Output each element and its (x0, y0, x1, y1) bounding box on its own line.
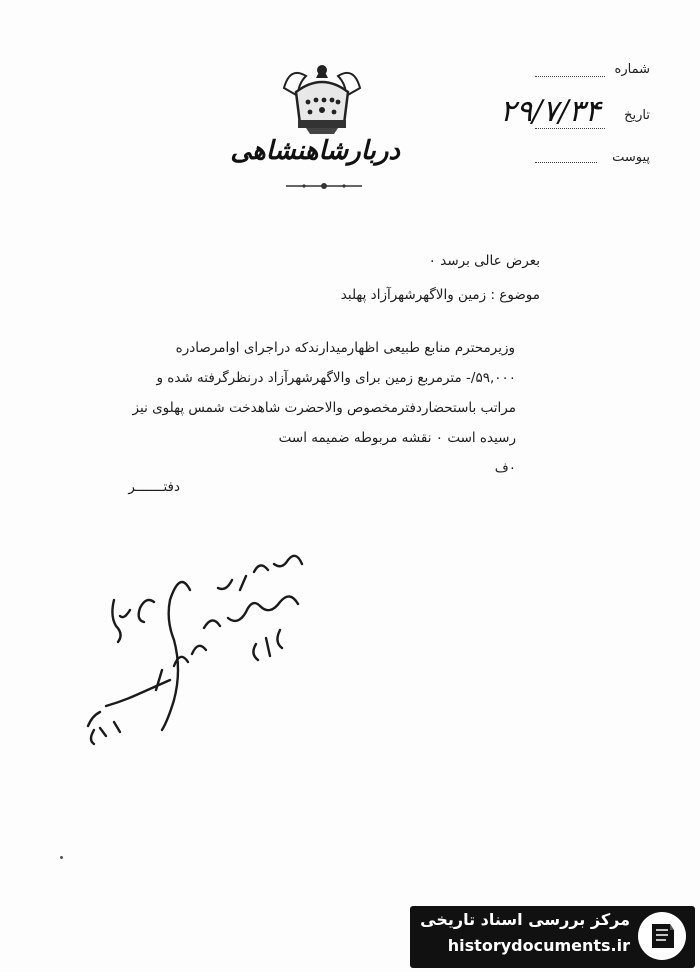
speck (60, 856, 63, 859)
royal-crown-emblem (276, 58, 368, 136)
body-line-3: مراتب باستحضاردفترمخصوص والاحضرت شاهدخت شمس پهلوی نیز (132, 400, 516, 416)
office-name: دربارشاهنشاهی (230, 136, 400, 166)
date-label: تاریخ (624, 108, 650, 123)
number-line (535, 76, 605, 77)
archive-website: historydocuments.ir (447, 936, 630, 955)
number-label: شماره (614, 62, 650, 77)
handwritten-annotation (70, 530, 340, 760)
body-line-4: رسیده است ۰ نقشه مربوطه ضمیمه است ۰ف (278, 430, 516, 476)
attachment-line (535, 162, 597, 163)
closing-office: دفتـــــــر (128, 479, 180, 495)
document-archive-icon (636, 910, 688, 962)
salutation: بعرض عالی برسد ۰ (428, 253, 540, 269)
date-value: ۲۹/۷/۳۴ (500, 94, 601, 129)
subject-line: موضوع : زمین والاگهرشهرآزاد پهلبد (340, 287, 540, 303)
attachment-label: پیوست (612, 150, 650, 165)
body-line-2: ۵۹,۰۰۰/- مترمربع زمین برای والاگهرشهرآزاد درنظرگرفته شده و (156, 370, 516, 386)
ornament-divider (284, 180, 364, 192)
body-line-1: وزیرمحترم منابع طبیعی اظهارمیدارندکه دراجرای اوامرصادره (175, 340, 515, 356)
archive-name: مرکز بررسی اسناد تاریخی (420, 910, 630, 929)
